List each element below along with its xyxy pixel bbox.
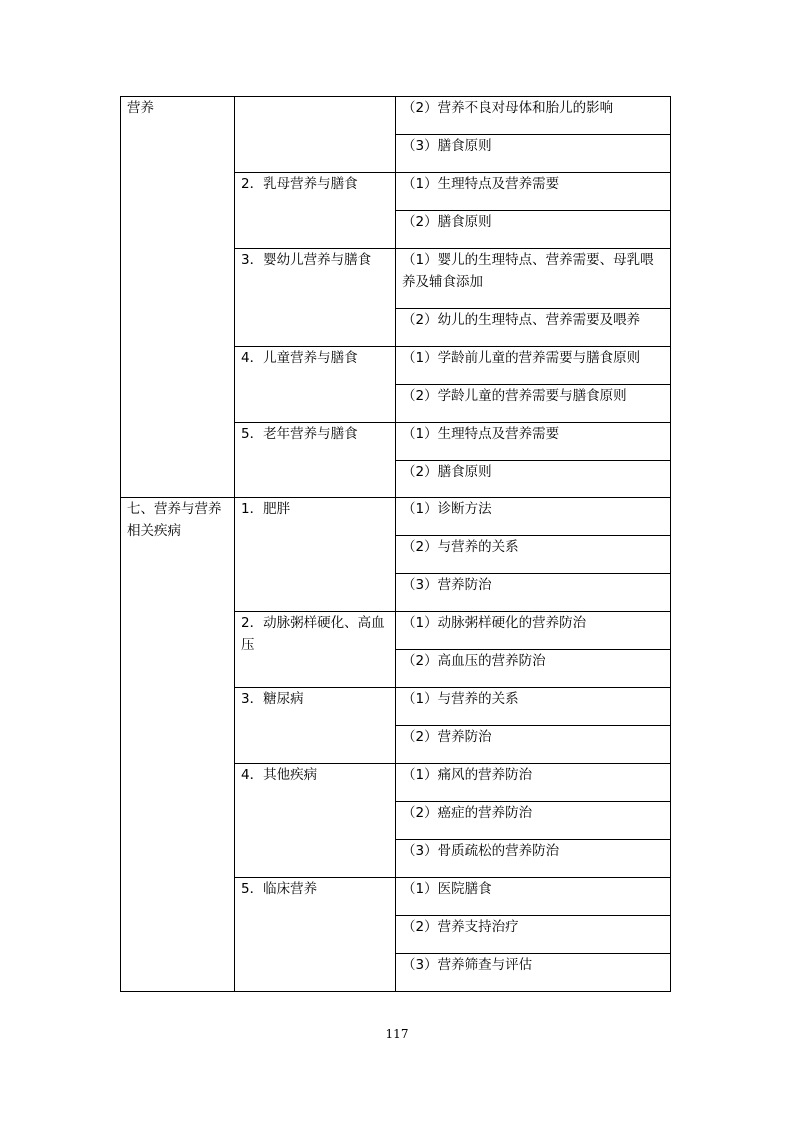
item-cell: （1）与营养的关系: [396, 688, 671, 726]
item-cell: （1）生理特点及营养需要: [396, 173, 671, 211]
category-cell: 七、营养与营养相关疾病: [121, 498, 235, 992]
item-cell: （2）癌症的营养防治: [396, 802, 671, 840]
syllabus-table: [120, 96, 671, 992]
topic-cell: [235, 97, 396, 173]
topic-cell: 5．临床营养: [235, 878, 396, 992]
topic-cell: 1．肥胖: [235, 498, 396, 612]
table-row: [121, 498, 671, 536]
item-cell: （2）高血压的营养防治: [396, 650, 671, 688]
table-row: [121, 97, 671, 135]
item-cell: （2）膳食原则: [396, 211, 671, 249]
item-cell: （1）诊断方法: [396, 498, 671, 536]
topic-cell: 2．乳母营养与膳食: [235, 173, 396, 249]
item-cell: （1）婴儿的生理特点、营养需要、母乳喂养及辅食添加: [396, 249, 671, 309]
topic-cell: 3．婴幼儿营养与膳食: [235, 249, 396, 347]
item-cell: （2）学龄儿童的营养需要与膳食原则: [396, 385, 671, 423]
item-cell: （2）营养不良对母体和胎儿的影响: [396, 97, 671, 135]
item-cell: （2）营养防治: [396, 726, 671, 764]
item-cell: （3）骨质疏松的营养防治: [396, 840, 671, 878]
topic-cell: 4．儿童营养与膳食: [235, 347, 396, 423]
category-cell: 营养: [121, 97, 235, 498]
item-cell: （1）生理特点及营养需要: [396, 423, 671, 461]
item-cell: （3）营养防治: [396, 574, 671, 612]
item-cell: （3）膳食原则: [396, 135, 671, 173]
item-cell: （1）动脉粥样硬化的营养防治: [396, 612, 671, 650]
item-cell: （2）与营养的关系: [396, 536, 671, 574]
page-number: 117: [385, 1027, 409, 1041]
item-cell: （1）医院膳食: [396, 878, 671, 916]
topic-cell: 2．动脉粥样硬化、高血压: [235, 612, 396, 688]
item-cell: （1）痛风的营养防治: [396, 764, 671, 802]
item-cell: （2）膳食原则: [396, 461, 671, 498]
topic-cell: 5．老年营养与膳食: [235, 423, 396, 498]
item-cell: （1）学龄前儿童的营养需要与膳食原则: [396, 347, 671, 385]
topic-cell: 3．糖尿病: [235, 688, 396, 764]
item-cell: （2）幼儿的生理特点、营养需要及喂养: [396, 309, 671, 347]
item-cell: （3）营养筛查与评估: [396, 954, 671, 992]
topic-cell: 4．其他疾病: [235, 764, 396, 878]
item-cell: （2）营养支持治疗: [396, 916, 671, 954]
